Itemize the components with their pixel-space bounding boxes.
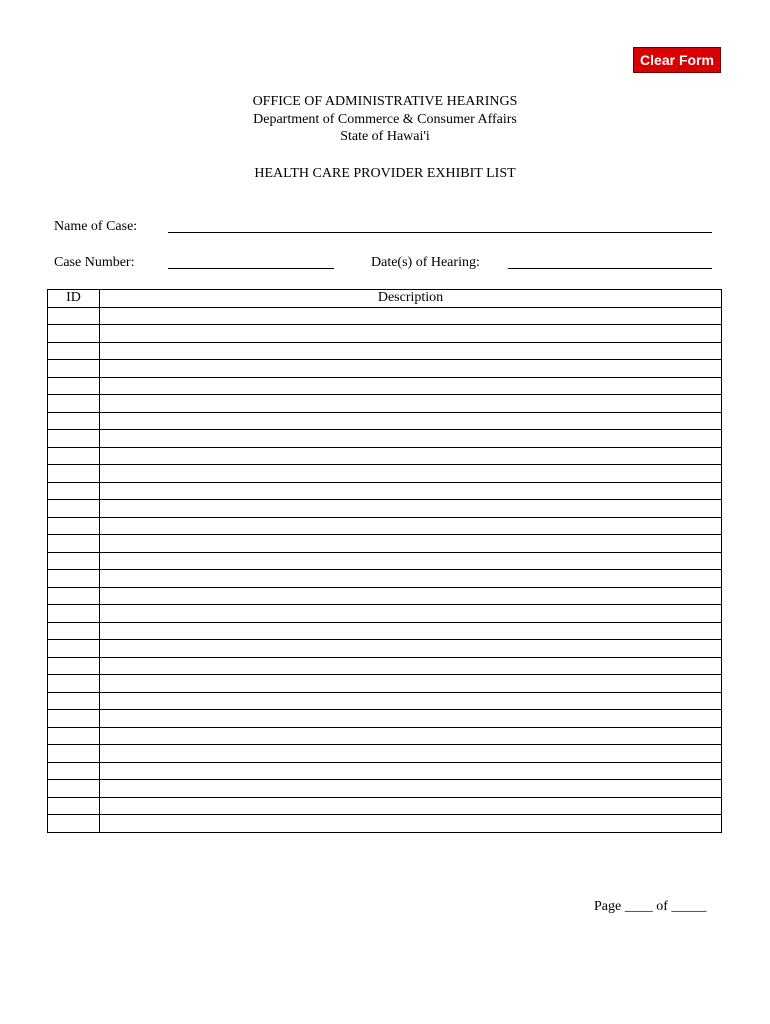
exhibit-description-cell[interactable]: [100, 780, 722, 798]
exhibit-description-cell[interactable]: [100, 622, 722, 640]
case-number-field[interactable]: [168, 268, 334, 269]
table-row: [48, 535, 722, 553]
exhibit-id-cell[interactable]: [48, 535, 100, 553]
exhibit-description-cell[interactable]: [100, 360, 722, 378]
table-row: [48, 605, 722, 623]
table-row: [48, 815, 722, 833]
exhibit-description-cell[interactable]: [100, 465, 722, 483]
exhibit-id-cell[interactable]: [48, 395, 100, 413]
exhibit-description-cell[interactable]: [100, 710, 722, 728]
exhibit-description-cell[interactable]: [100, 482, 722, 500]
exhibit-description-cell[interactable]: [100, 745, 722, 763]
exhibit-id-cell[interactable]: [48, 780, 100, 798]
table-row: [48, 780, 722, 798]
name-of-case-field[interactable]: [168, 232, 712, 233]
exhibit-id-cell[interactable]: [48, 640, 100, 658]
page-count: Page ____ of _____: [594, 899, 707, 914]
exhibit-id-cell[interactable]: [48, 815, 100, 833]
exhibit-id-cell[interactable]: [48, 745, 100, 763]
exhibit-description-cell[interactable]: [100, 342, 722, 360]
exhibit-description-cell[interactable]: [100, 605, 722, 623]
table-row: [48, 797, 722, 815]
table-row: [48, 447, 722, 465]
state-name: State of Hawai'i: [340, 129, 430, 144]
exhibit-id-cell[interactable]: [48, 465, 100, 483]
exhibit-description-cell[interactable]: [100, 325, 722, 343]
exhibit-description-cell[interactable]: [100, 307, 722, 325]
exhibit-table: [47, 289, 722, 833]
office-name: OFFICE OF ADMINISTRATIVE HEARINGS: [252, 94, 518, 109]
exhibit-id-cell[interactable]: [48, 657, 100, 675]
exhibit-description-cell[interactable]: [100, 552, 722, 570]
table-row: [48, 552, 722, 570]
exhibit-id-cell[interactable]: [48, 552, 100, 570]
exhibit-id-cell[interactable]: [48, 587, 100, 605]
exhibit-id-cell[interactable]: [48, 727, 100, 745]
exhibit-description-cell[interactable]: [100, 395, 722, 413]
exhibit-description-cell[interactable]: [100, 430, 722, 448]
exhibit-id-cell[interactable]: [48, 447, 100, 465]
exhibit-id-cell[interactable]: [48, 482, 100, 500]
table-row: [48, 727, 722, 745]
exhibit-id-cell[interactable]: [48, 412, 100, 430]
exhibit-id-cell[interactable]: [48, 692, 100, 710]
exhibit-description-cell[interactable]: [100, 535, 722, 553]
department-name: Department of Commerce & Consumer Affairs: [253, 112, 517, 127]
exhibit-id-cell[interactable]: [48, 762, 100, 780]
table-row: [48, 622, 722, 640]
table-row: [48, 412, 722, 430]
table-row: [48, 692, 722, 710]
exhibit-description-cell[interactable]: [100, 797, 722, 815]
table-row: [48, 657, 722, 675]
column-header-id: ID: [48, 290, 100, 308]
table-row: [48, 517, 722, 535]
table-row: [48, 570, 722, 588]
exhibit-id-cell[interactable]: [48, 517, 100, 535]
column-header-description: Description: [100, 290, 722, 308]
exhibit-description-cell[interactable]: [100, 675, 722, 693]
table-row: [48, 675, 722, 693]
exhibit-description-cell[interactable]: [100, 570, 722, 588]
table-row: [48, 307, 722, 325]
table-row: [48, 745, 722, 763]
case-number-label: Case Number:: [54, 255, 135, 270]
exhibit-id-cell[interactable]: [48, 377, 100, 395]
table-header-row: [48, 290, 722, 308]
exhibit-id-cell[interactable]: [48, 570, 100, 588]
exhibit-description-cell[interactable]: [100, 447, 722, 465]
table-row: [48, 395, 722, 413]
table-row: [48, 762, 722, 780]
exhibit-description-cell[interactable]: [100, 377, 722, 395]
exhibit-description-cell[interactable]: [100, 412, 722, 430]
exhibit-id-cell[interactable]: [48, 797, 100, 815]
hearing-dates-field[interactable]: [508, 268, 712, 269]
exhibit-id-cell[interactable]: [48, 605, 100, 623]
exhibit-description-cell[interactable]: [100, 500, 722, 518]
name-of-case-label: Name of Case:: [54, 219, 138, 234]
exhibit-description-cell[interactable]: [100, 762, 722, 780]
table-row: [48, 710, 722, 728]
table-row: [48, 640, 722, 658]
table-row: [48, 325, 722, 343]
exhibit-description-cell[interactable]: [100, 657, 722, 675]
table-row: [48, 342, 722, 360]
exhibit-id-cell[interactable]: [48, 307, 100, 325]
table-row: [48, 482, 722, 500]
table-row: [48, 430, 722, 448]
table-row: [48, 360, 722, 378]
exhibit-description-cell[interactable]: [100, 640, 722, 658]
exhibit-id-cell[interactable]: [48, 342, 100, 360]
form-title: HEALTH CARE PROVIDER EXHIBIT LIST: [254, 166, 516, 181]
table-row: [48, 500, 722, 518]
exhibit-id-cell[interactable]: [48, 325, 100, 343]
exhibit-id-cell[interactable]: [48, 710, 100, 728]
exhibit-id-cell[interactable]: [48, 500, 100, 518]
table-row: [48, 377, 722, 395]
exhibit-description-cell[interactable]: [100, 727, 722, 745]
clear-form-button[interactable]: Clear Form: [633, 47, 721, 73]
exhibit-id-cell[interactable]: [48, 430, 100, 448]
exhibit-description-cell[interactable]: [100, 587, 722, 605]
exhibit-id-cell[interactable]: [48, 360, 100, 378]
table-row: [48, 587, 722, 605]
hearing-dates-label: Date(s) of Hearing:: [371, 255, 480, 270]
exhibit-description-cell[interactable]: [100, 517, 722, 535]
exhibit-id-cell[interactable]: [48, 675, 100, 693]
exhibit-description-cell[interactable]: [100, 692, 722, 710]
exhibit-description-cell[interactable]: [100, 815, 722, 833]
exhibit-id-cell[interactable]: [48, 622, 100, 640]
table-row: [48, 465, 722, 483]
